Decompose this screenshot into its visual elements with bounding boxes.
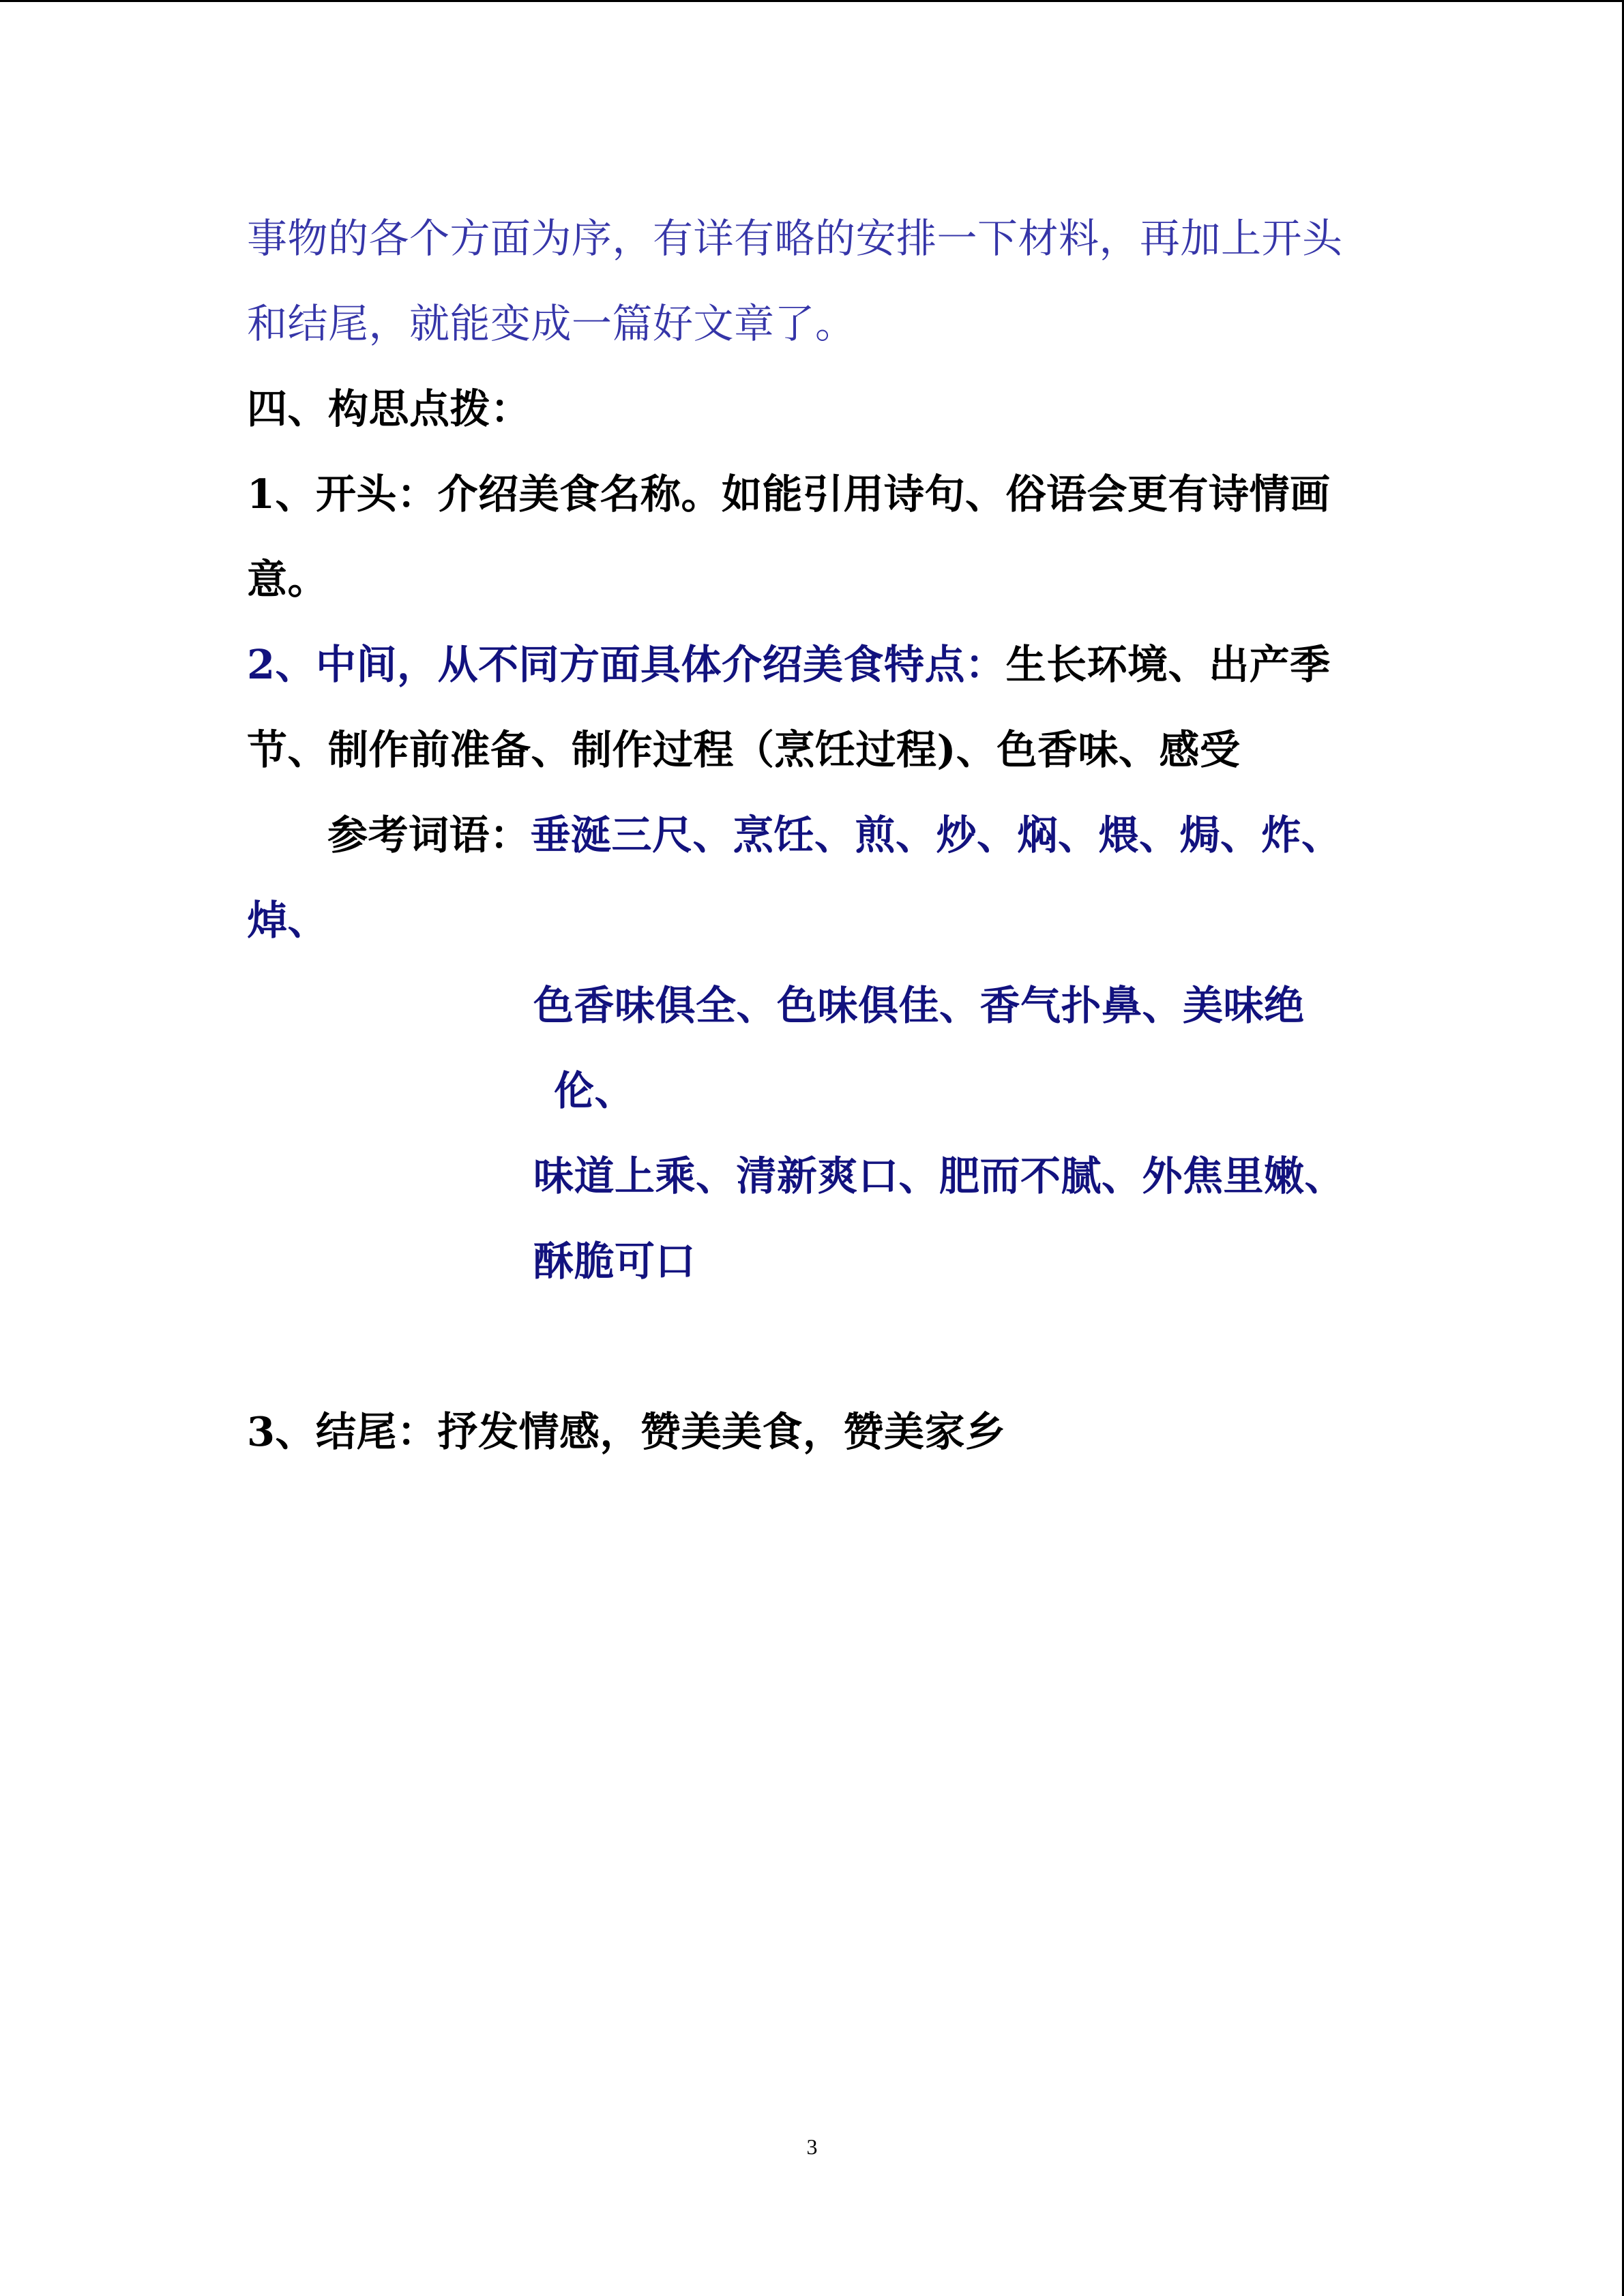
reference-words-line-2: 焯、 bbox=[247, 897, 329, 944]
reference-words-line-5: 味道上乘、清新爽口、肥而不腻、外焦里嫩、 bbox=[533, 1152, 1346, 1199]
reference-words-line-3: 色香味俱全、色味俱佳、香气扑鼻、美味绝 bbox=[533, 982, 1305, 1029]
intro-line-2: 和结尾，就能变成一篇好文章了。 bbox=[247, 300, 856, 347]
point-2-label: 2、中间，从不同方面具体介绍美食特点： bbox=[247, 641, 1006, 688]
point-1-line-1: 1、开头：介绍美食名称。如能引用诗句、俗语会更有诗情画 bbox=[247, 471, 1331, 518]
point-3: 3、结尾：抒发情感，赞美美食，赞美家乡 bbox=[247, 1408, 1006, 1455]
reference-words-cooking: 垂涎三尺、烹饪、煎、炒、焖、煨、焗、炸、 bbox=[530, 811, 1342, 859]
page-border-top bbox=[0, 0, 1624, 2]
point-2-text: 生长环境、出产季 bbox=[1005, 641, 1331, 688]
intro-line-1: 事物的各个方面为序，有详有略的安排一下材料，再加上开头 bbox=[247, 215, 1343, 262]
reference-words-line-4: 伦、 bbox=[554, 1067, 636, 1114]
page-number: 3 bbox=[806, 2134, 818, 2159]
section-4-heading: 四、构思点拨： bbox=[247, 385, 531, 432]
point-2-line-2: 节、制作前准备、制作过程（烹饪过程)、色香味、感受 bbox=[247, 726, 1241, 773]
reference-words-label: 参考词语： bbox=[327, 811, 531, 859]
point-2-line-1 bbox=[247, 640, 1331, 689]
reference-words-line-6: 酥脆可口 bbox=[533, 1238, 696, 1285]
point-1-line-2: 意。 bbox=[247, 556, 329, 603]
reference-words-line-1 bbox=[327, 811, 1342, 860]
